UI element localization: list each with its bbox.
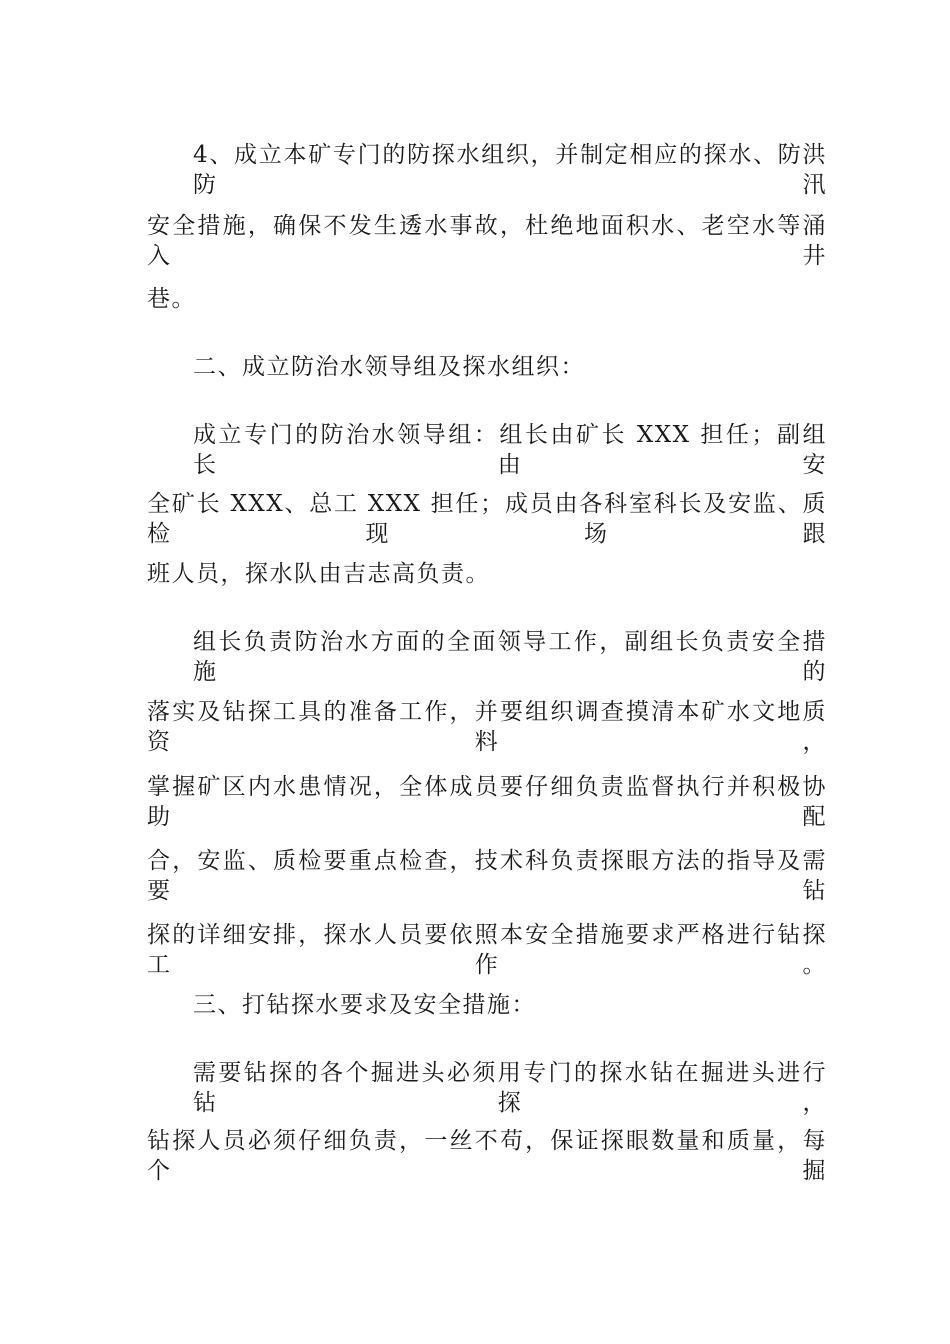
paragraph-line: 落实及钻探工具的准备工作，并要组织调查摸清本矿水文地质资料， <box>147 699 827 755</box>
paragraph-line: 合，安监、质检要重点检查，技术科负责探眼方法的指导及需要钻 <box>147 848 827 904</box>
paragraph-line: 掌握矿区内水患情况，全体成员要仔细负责监督执行并积极协助配 <box>147 774 827 830</box>
paragraph-line: 组长负责防治水方面的全面领导工作，副组长负责安全措施的 <box>193 629 827 685</box>
paragraph-line: 巷。 <box>147 286 196 312</box>
paragraph-line: 班人员，探水队由吉志高负责。 <box>147 561 490 587</box>
section-heading: 三、打钻探水要求及安全措施： <box>193 992 536 1018</box>
paragraph-line: 4、成立本矿专门的防探水组织，并制定相应的探水、防洪防汛 <box>193 142 827 198</box>
paragraph-line: 钻探人员必须仔细负责，一丝不苟，保证探眼数量和质量，每个掘 <box>147 1128 827 1184</box>
paragraph-line: 需要钻探的各个掘进头必须用专门的探水钻在掘进头进行钻探， <box>193 1060 827 1116</box>
paragraph-line: 探的详细安排，探水人员要依照本安全措施要求严格进行钻探工作。 <box>147 922 827 978</box>
section-heading: 二、成立防治水领导组及探水组织： <box>193 354 585 380</box>
paragraph-line: 成立专门的防治水领导组：组长由矿长 XXX 担任；副组长由安 <box>193 422 827 478</box>
paragraph-line: 安全措施，确保不发生透水事故，杜绝地面积水、老空水等涌入井 <box>147 213 827 269</box>
paragraph-line: 全矿长 XXX、总工 XXX 担任；成员由各科室科长及安监、质检现场跟 <box>147 491 827 547</box>
